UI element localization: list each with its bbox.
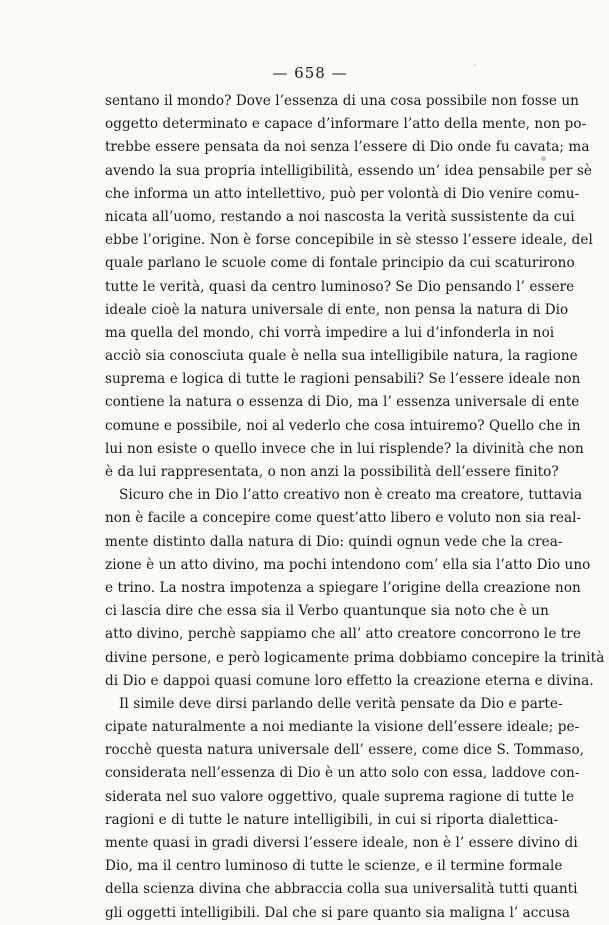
- text-line: considerata nell’essenza di Dio è un atto solo con essa, laddove con-: [105, 765, 580, 782]
- text-line: Sicuro che in Dio l’atto creativo non è creato ma creatore, tuttavia: [119, 487, 583, 504]
- text-line: mente quasi in gradi diversi l’essere ideale, non è l’ essere divino di: [105, 835, 578, 851]
- text-line: della scienza divina che abbraccia colla sua universalità tutti quanti: [105, 881, 578, 898]
- body-text: [105, 90, 605, 925]
- text-line: ideale cioè la natura universale di ente, non pensa la natura di Dio: [105, 301, 569, 318]
- text-line: è da lui rappresentata, o non anzi la possibilità dell’essere finito?: [105, 464, 559, 480]
- text-line: lui non esiste o quello invece che in lui risplende? la divinità che non: [105, 440, 584, 457]
- text-line: rocchè questa natura universale dell’ essere, come dice S. Tommaso,: [105, 742, 585, 759]
- text-line: avendo la sua propria intelligibilità, essendo un’ idea pensabile per sè: [105, 162, 592, 179]
- text-line: trebbe essere pensata da noi senza l’essere di Dio onde fu cavata; ma: [105, 139, 590, 156]
- text-line: oggetto determinato e capace d’informare l’atto della mente, non po-: [105, 116, 587, 133]
- text-line: ma quella del mondo, chi vorrà impedire a lui d’infonderla in noi: [105, 324, 555, 341]
- text-line: tutte le verità, quasi da centro luminoso? Se Dio pensando l’ essere: [105, 278, 575, 295]
- text-line: siderata nel suo valore oggettivo, quale suprema ragione di tutte le: [105, 788, 575, 805]
- text-line: non è facile a concepire come quest’atto libero e voluto non sia real-: [105, 510, 582, 527]
- page-number: — 658 —: [272, 64, 348, 82]
- text-line: divine persone, e però logicamente prima dobbiamo concepire la trinità: [105, 649, 605, 666]
- text-line: cipate naturalmente a noi mediante la visione dell’essere ideale; pe-: [105, 719, 580, 736]
- text-line: atto divino, perchè sappiamo che all’ atto creatore concorrono le tre: [105, 626, 581, 643]
- text-line: comune e possibile, noi al vederlo che cosa intuiremo? Quello che in: [105, 417, 581, 434]
- text-line: acciò sia conosciuta quale è nella sua intelligibile natura, la ragione: [105, 348, 578, 365]
- text-line: Il simile deve dirsi parlando delle verità pensate da Dio e parte-: [119, 695, 563, 712]
- text-line: che informa un atto intellettivo, può per volontà di Dio venire comu-: [105, 185, 580, 202]
- text-line: quale parlano le scuole come di fontale principio da cui scaturirono: [105, 255, 575, 272]
- text-line: ragioni e di tutte le nature intelligibili, in cui si riporta dialettica-: [105, 811, 559, 828]
- text-line: sentano il mondo? Dove l’essenza di una cosa possibile non fosse un: [105, 93, 579, 109]
- text-line: gli oggetti intelligibili. Dal che si pare quanto sia maligna l’ accusa: [105, 904, 571, 921]
- paper-speck: [541, 156, 546, 161]
- text-line: Dio, ma il centro luminoso di tutte le scienze, e il termine formale: [105, 858, 563, 875]
- text-line: suprema e logica di tutte le ragioni pensabili? Se l’essere ideale non: [105, 371, 581, 388]
- text-line: e trino. La nostra impotenza a spiegare l’origine della creazione non: [105, 579, 581, 596]
- text-line: nicata all’uomo, restando a noi nascosta la verità sussistente da cui: [105, 208, 575, 225]
- text-line: ebbe l’origine. Non è forse concepibile in sè stesso l’essere ideale, del: [105, 232, 593, 249]
- text-line: di Dio e dappoi quasi comune loro effetto la creazione eterna e divina.: [105, 672, 594, 689]
- text-line: mente distinto dalla natura di Dio: quindi ognun vede che la crea-: [105, 533, 563, 550]
- paper-speck: [474, 64, 476, 66]
- text-line: ci lascia dire che essa sia il Verbo quantunque sia noto che è un: [105, 603, 549, 620]
- text-line: zione è un atto divino, ma pochi intendono com’ ella sia l’atto Dio uno: [105, 556, 591, 573]
- text-line: contiene la natura o essenza di Dio, ma l’ essenza universale di ente: [105, 394, 580, 411]
